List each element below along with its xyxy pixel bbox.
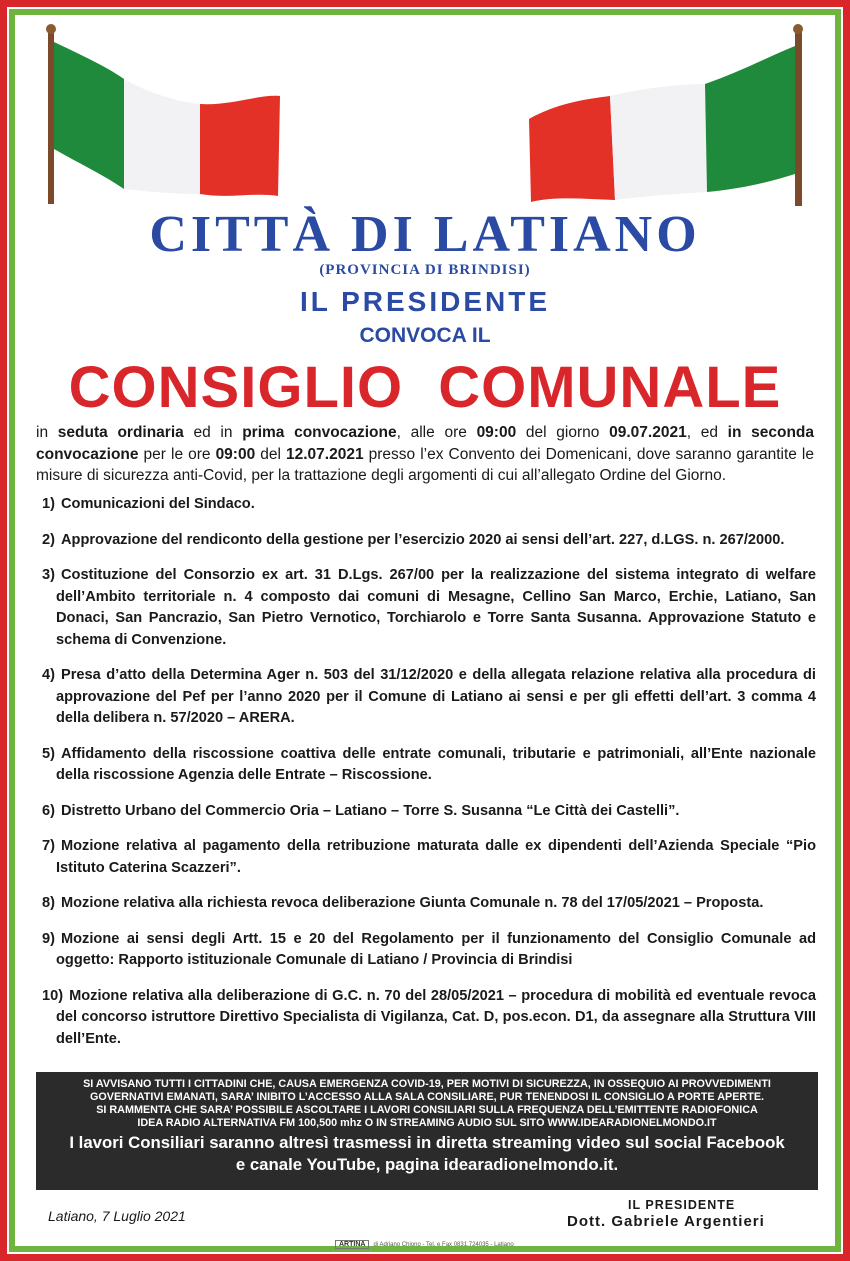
italian-flag-left (40, 24, 290, 209)
notice-line: SI RAMMENTA CHE SARA’ POSSIBILE ASCOLTARE I LAVORI CONSILIARI SULLA FREQUENZA DELL’EMITTENTE RADIOFONICA (96, 1104, 758, 1116)
agenda-item: 5) Affidamento della riscossione coattiva delle entrate comunali, tributarie e patrimoniali, all’Ente nazionale della riscossione Agenzia delle Entrate – Riscossione. (42, 745, 816, 783)
agenda-item: 9) Mozione ai sensi degli Artt. 15 e 20 del Regolamento per il funzionamento del Consiglio Comunale ad oggetto: Rapporto istituzionale Comunale di Latiano / Provincia di Brindisi (42, 930, 816, 968)
signature-name: Dott. Gabriele Argentieri (567, 1213, 765, 1230)
agenda-item: 6) Distretto Urbano del Commercio Oria – Latiano – Torre S. Susanna “Le Città dei Castelli”. (42, 802, 680, 819)
agenda-item: 7) Mozione relativa al pagamento della retribuzione maturata dalle ex dipendenti dell’Azienda Speciale “Pio Istituto Caterina Scazzeri”. (42, 838, 816, 876)
streaming-line: I lavori Consiliari saranno altresì trasmessi in diretta streaming video sul social Facebook (69, 1133, 785, 1152)
intro-paragraph: in seduta ordinaria ed in prima convocazione, alle ore 09:00 del giorno 09.07.2021, ed in seconda convocazione per le ore 09:00 del 12.07.2021 presso l’ex Convento dei Domenicani, dove saranno garantite le misure di sicurezza anti-Covid, per la trattazione degli argomenti di cui all’allegato Ordine del Giorno. (36, 424, 815, 484)
city-title: CITTÀ DI LATIANO (149, 206, 701, 263)
signature-title: IL PRESIDENTE (628, 1198, 736, 1212)
italian-flag-right (525, 24, 815, 209)
place-date: Latiano, 7 Luglio 2021 (48, 1208, 186, 1224)
agenda-list (36, 494, 816, 1064)
printer-logo: ARTINA (335, 1240, 369, 1249)
agenda-item: 8) Mozione relativa alla richiesta revoca deliberazione Giunta Comunale n. 78 del 17/05/2021 – Proposta. (42, 895, 764, 911)
printer-credit: ARTINA di Adriano Chiono - Tel. e Fax 0831.724035 - Latiano (335, 1240, 514, 1249)
notice-line: GOVERNATIVI EMANATI, SARA’ INIBITO L’ACCESSO ALLA SALA CONSILIARE, PUR TENENDOSI IL CONSIGLIO A PORTE APERTE. (89, 1091, 765, 1103)
convoca-heading: CONVOCA IL (359, 324, 491, 347)
agenda-item: 4) Presa d’atto della Determina Ager n. 503 del 31/12/2020 e della allegata relazione relativa alla procedura di approvazione del Pef per l’anno 2020 per il Comune di Latiano ai sensi e per gli effetti dell’art. 3 comma 4 della delibera n. 57/2020 – ARERA. (42, 667, 816, 726)
agenda-item: 2) Approvazione del rendiconto della gestione per l’esercizio 2020 ai sensi dell’art. 227, d.LGS. n. 267/2000. (42, 531, 785, 548)
notice-line: IDEA RADIO ALTERNATIVA FM 100,500 mhz O IN STREAMING AUDIO SUL SITO WWW.IDEARADIONELMONDO.IT (137, 1117, 717, 1129)
consiglio-comunale-heading: CONSIGLIO COMUNALE (68, 355, 782, 420)
agenda-item: 1) Comunicazioni del Sindaco. (42, 496, 255, 512)
streaming-line: e canale YouTube, pagina idearadionelmondo.it. (235, 1155, 619, 1174)
province-subtitle: (PROVINCIA DI BRINDISI) (319, 262, 531, 278)
notice-line: SI AVVISANO TUTTI I CITTADINI CHE, CAUSA EMERGENZA COVID-19, PER MOTIVI DI SICUREZZA, IN OSSEQUIO AI PROVVEDIMENTI (83, 1078, 771, 1090)
covid-notice-box (36, 1072, 818, 1190)
agenda-item: 3) Costituzione del Consorzio ex art. 31 D.Lgs. 267/00 per la realizzazione del sistema integrato di welfare dell’Ambito territoriale n. 4 composto dai comuni di Mesagne, Cellino San Marco, Erchie, Latiano, San Donaci, San Pancrazio, San Pietro Vernotico, Torchiarolo e Torre Santa Susanna. Approvazione Statuto e schema di Convenzione. (42, 567, 816, 648)
agenda-item: 10) Mozione relativa alla deliberazione di G.C. n. 70 del 28/05/2021 – procedura di mobilità ed eventuale revoca del concorso istruttore Direttivo Specialista di Vigilanza, Cat. D, pos.econ. D1, da assegnare alla Struttura VIII dell’Ente. (42, 987, 816, 1047)
president-heading: IL PRESIDENTE (299, 286, 551, 317)
